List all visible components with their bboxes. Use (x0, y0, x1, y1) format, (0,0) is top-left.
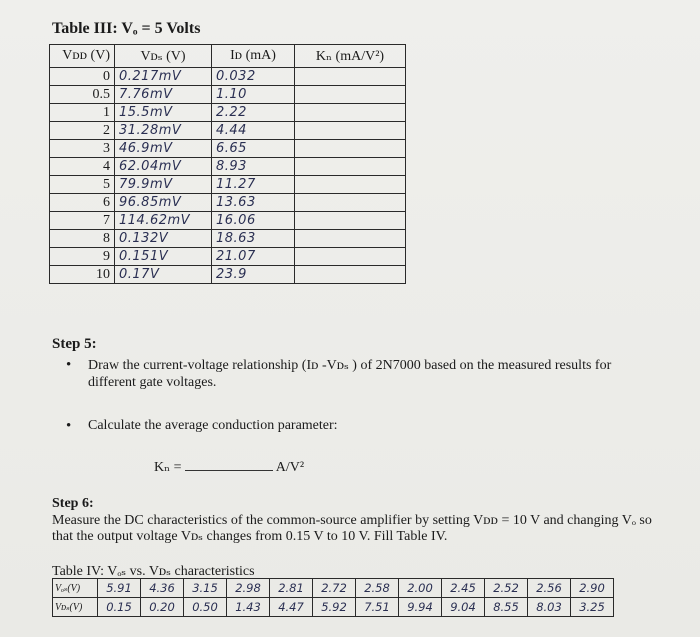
vgs-cell: 2.98 (227, 579, 270, 598)
vds-cell: 15.5mV (115, 104, 212, 122)
step5-heading: Step 5: (52, 336, 97, 352)
table-row (50, 158, 406, 176)
step6-text: Measure the DC characteristics of the common-source amplifier by setting Vᴅᴅ = 10 V and changing Vₒ so that the output voltage Vᴅₛ changes from 0.15 V to 10 V. Fill Table IV. (52, 513, 652, 544)
vgs-cell: 2.72 (313, 579, 356, 598)
header-kn: Kₙ (mA/V²) (295, 45, 406, 68)
vds-cell: 0.50 (184, 598, 227, 617)
header-vdd: Vᴅᴅ (V) (50, 45, 115, 68)
id-cell: 6.65 (212, 140, 295, 158)
vgs-cell: 3.15 (184, 579, 227, 598)
header-id: Iᴅ (mA) (212, 45, 295, 68)
kn-blank (185, 458, 273, 471)
vds-cell: 9.04 (442, 598, 485, 617)
table-row (50, 104, 406, 122)
id-cell: 8.93 (212, 158, 295, 176)
vdd-cell: 3 (50, 140, 115, 158)
table-row (50, 194, 406, 212)
vds-cell: 5.92 (313, 598, 356, 617)
step5-bullet-1 (66, 357, 648, 391)
kn-cell (295, 212, 406, 230)
vdd-cell: 9 (50, 248, 115, 266)
kn-answer-line (154, 458, 304, 476)
vds-cell: 0.132V (115, 230, 212, 248)
vds-cell: 3.25 (571, 598, 614, 617)
vds-cell: 62.04mV (115, 158, 212, 176)
kn-cell (295, 68, 406, 86)
table-row (50, 266, 406, 284)
table-row (50, 86, 406, 104)
id-cell: 21.07 (212, 248, 295, 266)
id-cell: 4.44 (212, 122, 295, 140)
table4-title: Table IV: Vₒₛ vs. Vᴅₛ characteristics (52, 564, 255, 579)
kn-cell (295, 230, 406, 248)
id-cell: 2.22 (212, 104, 295, 122)
vgs-cell: 2.56 (528, 579, 571, 598)
header-vds: Vᴅₛ (V) (115, 45, 212, 68)
table3-header-row (50, 45, 406, 68)
kn-cell (295, 158, 406, 176)
step5-bullet-2 (66, 418, 338, 434)
table-row (50, 68, 406, 86)
kn-cell (295, 122, 406, 140)
id-cell: 23.9 (212, 266, 295, 284)
vdd-cell: 7 (50, 212, 115, 230)
vds-cell: 46.9mV (115, 140, 212, 158)
vdd-cell: 8 (50, 230, 115, 248)
kn-cell (295, 104, 406, 122)
id-cell: 16.06 (212, 212, 295, 230)
kn-cell (295, 86, 406, 104)
vdd-cell: 2 (50, 122, 115, 140)
kn-cell (295, 194, 406, 212)
vds-cell: 4.47 (270, 598, 313, 617)
vds-cell: 1.43 (227, 598, 270, 617)
vds-cell: 9.94 (399, 598, 442, 617)
vgs-label: Vₒₛ(V) (53, 579, 98, 598)
bullet-icon: • (66, 357, 72, 373)
kn-unit: A/V² (275, 460, 305, 475)
kn-cell (295, 176, 406, 194)
vds-cell: 31.28mV (115, 122, 212, 140)
bullet-1-text: Draw the current-voltage relationship (Iᴅ -Vᴅₛ ) of 2N7000 based on the measured results for different gate voltages. (88, 358, 612, 390)
table-row (50, 122, 406, 140)
vgs-cell: 2.58 (356, 579, 399, 598)
vds-cell: 114.62mV (115, 212, 212, 230)
bullet-2-text: Calculate the average conduction parameter: (88, 418, 338, 433)
vdd-cell: 4 (50, 158, 115, 176)
vgs-cell: 4.36 (141, 579, 184, 598)
vgs-cell: 2.52 (485, 579, 528, 598)
table3-title: Table III: Vₒ = 5 Volts (52, 20, 201, 37)
table-row (50, 230, 406, 248)
table4-row-vgs (53, 579, 614, 598)
table3 (49, 44, 406, 284)
table-row (50, 140, 406, 158)
vds-cell: 8.03 (528, 598, 571, 617)
table-row (50, 176, 406, 194)
vdd-cell: 6 (50, 194, 115, 212)
step6-heading: Step 6: (52, 496, 94, 511)
table-row (50, 212, 406, 230)
vdd-cell: 0 (50, 68, 115, 86)
vgs-cell: 2.90 (571, 579, 614, 598)
id-cell: 11.27 (212, 176, 295, 194)
kn-cell (295, 266, 406, 284)
table4 (52, 578, 614, 617)
vds-label: Vᴅₛ(V) (53, 598, 98, 617)
id-cell: 1.10 (212, 86, 295, 104)
vds-cell: 79.9mV (115, 176, 212, 194)
table4-row-vds (53, 598, 614, 617)
vgs-cell: 2.45 (442, 579, 485, 598)
vds-cell: 7.51 (356, 598, 399, 617)
id-cell: 18.63 (212, 230, 295, 248)
vgs-cell: 2.81 (270, 579, 313, 598)
kn-cell (295, 248, 406, 266)
vds-cell: 96.85mV (115, 194, 212, 212)
id-cell: 0.032 (212, 68, 295, 86)
kn-cell (295, 140, 406, 158)
vds-cell: 0.17V (115, 266, 212, 284)
kn-label: Kₙ = (154, 460, 182, 475)
vdd-cell: 10 (50, 266, 115, 284)
bullet-icon: • (66, 418, 72, 434)
vds-cell: 7.76mV (115, 86, 212, 104)
vgs-cell: 2.00 (399, 579, 442, 598)
vds-cell: 0.217mV (115, 68, 212, 86)
vdd-cell: 1 (50, 104, 115, 122)
vdd-cell: 0.5 (50, 86, 115, 104)
vds-cell: 0.15 (98, 598, 141, 617)
table-row (50, 248, 406, 266)
vds-cell: 0.20 (141, 598, 184, 617)
vds-cell: 8.55 (485, 598, 528, 617)
vgs-cell: 5.91 (98, 579, 141, 598)
id-cell: 13.63 (212, 194, 295, 212)
vds-cell: 0.151V (115, 248, 212, 266)
vdd-cell: 5 (50, 176, 115, 194)
